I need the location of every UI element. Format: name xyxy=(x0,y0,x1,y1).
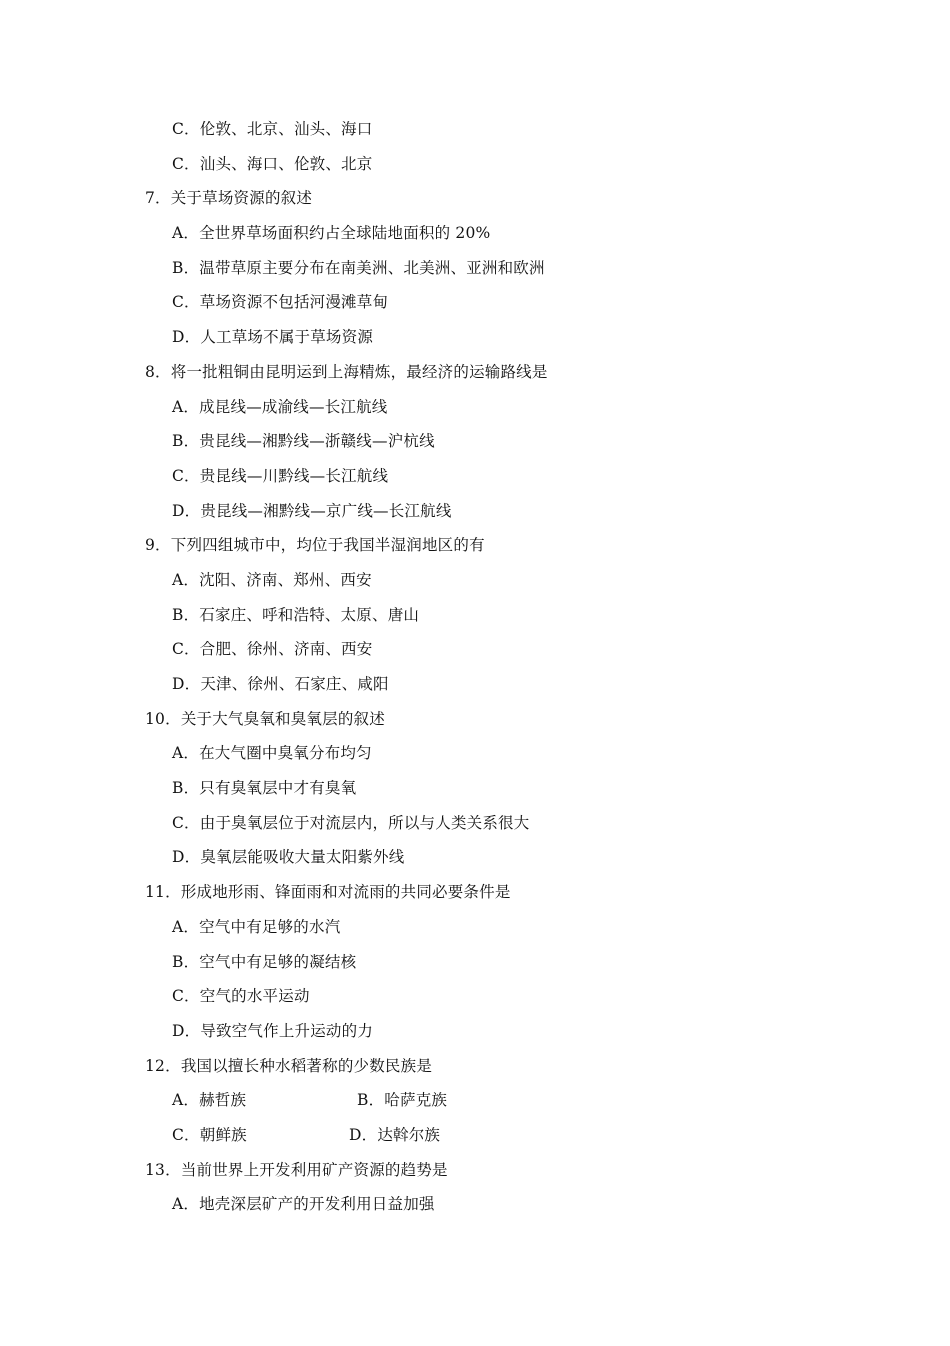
option-line: A．沈阳、济南、郑州、西安 xyxy=(172,570,372,589)
option-line: C．伦敦、北京、汕头、海口 xyxy=(172,120,373,138)
option-line: A．空气中有足够的水汽 xyxy=(172,917,341,936)
option-left: A．赫哲族 xyxy=(172,1091,247,1110)
option-line: C．汕头、海口、伦敦、北京 xyxy=(172,154,373,173)
question-7: 7．关于草场资源的叙述 xyxy=(145,189,313,208)
option-line: C．贵昆线—川黔线—长江航线 xyxy=(172,466,389,485)
option-pair-line xyxy=(0,1083,950,1118)
option-line: D．贵昆线—湘黔线—京广线—长江航线 xyxy=(172,501,452,520)
option-right: B．哈萨克族 xyxy=(357,1091,448,1110)
option-line: B．温带草原主要分布在南美洲、北美洲、亚洲和欧洲 xyxy=(172,258,545,277)
question-12: 12．我国以擅长种水稻著称的少数民族是 xyxy=(145,1056,433,1075)
option-line: A．成昆线—成渝线—长江航线 xyxy=(172,397,388,416)
option-line: B．只有臭氧层中才有臭氧 xyxy=(172,779,357,798)
option-left: C．朝鲜族 xyxy=(172,1125,247,1144)
option-line: B．石家庄、呼和浩特、太原、唐山 xyxy=(172,605,420,624)
option-line: C．由于臭氧层位于对流层内，所以与人类关系很大 xyxy=(172,813,530,832)
question-10: 10．关于大气臭氧和臭氧层的叙述 xyxy=(145,709,385,728)
question-9: 9．下列四组城市中，均位于我国半湿润地区的有 xyxy=(145,536,485,555)
question-list xyxy=(0,112,950,1222)
option-pair-line xyxy=(0,1118,950,1153)
option-line: C．合肥、徐州、济南、西安 xyxy=(172,640,373,659)
option-line: D．人工草场不属于草场资源 xyxy=(172,328,374,347)
option-line: D．导致空气作上升运动的力 xyxy=(172,1021,374,1040)
option-line: A．在大气圈中臭氧分布均匀 xyxy=(172,744,372,763)
option-line: C．空气的水平运动 xyxy=(172,987,310,1006)
option-line: A．全世界草场面积约占全球陆地面积的 20% xyxy=(172,224,491,243)
question-13: 13．当前世界上开发利用矿产资源的趋势是 xyxy=(145,1160,448,1179)
option-right: D．达斡尔族 xyxy=(349,1125,441,1144)
option-line: B．空气中有足够的凝结核 xyxy=(172,952,357,971)
option-line: C．草场资源不包括河漫滩草甸 xyxy=(172,293,389,312)
option-line: D．臭氧层能吸收大量太阳紫外线 xyxy=(172,848,405,867)
option-line: B．贵昆线—湘黔线—浙赣线—沪杭线 xyxy=(172,432,435,451)
question-8: 8．将一批粗铜由昆明运到上海精炼，最经济的运输路线是 xyxy=(145,362,548,381)
option-line: D．天津、徐州、石家庄、咸阳 xyxy=(172,675,389,693)
option-line: A．地壳深层矿产的开发利用日益加强 xyxy=(172,1195,435,1214)
question-11: 11．形成地形雨、锋面雨和对流雨的共同必要条件是 xyxy=(145,883,511,902)
